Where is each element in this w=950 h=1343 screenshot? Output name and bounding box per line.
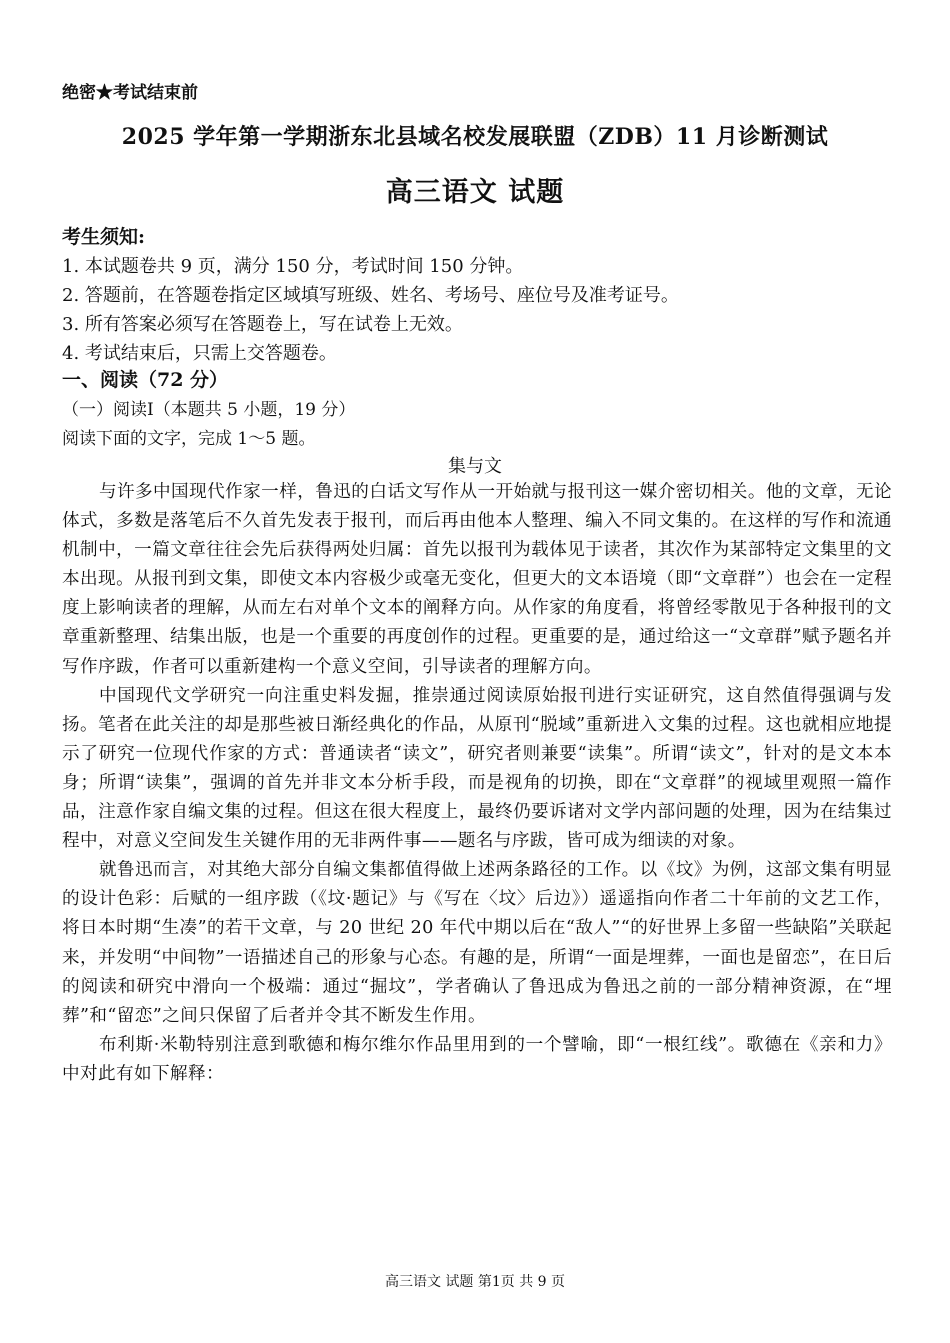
notice-heading: 考生须知:: [62, 226, 146, 248]
article-paragraph: 与许多中国现代作家一样，鲁迅的白话文写作从一开始就与报刊这一媒介密切相关。他的文章，无论体式，多数是落笔后不久首先发表于报刊，而后再由他本人整理、编入不同文集的。在这样的写作和流通机制中，一篇文章往往会先后获得两处归属：首先以报刊为载体见于读者，其次作为某部特定文集里的文本出现。从报刊到文集，即使文本内容极少或毫无变化，但更大的文本语境（即“文章群”）也会在一定程度上影响读者的理解，从而左右对单个文本的阐释方向。从作家的角度看，将曾经零散见于各种报刊的文章重新整理、结集出版，也是一个重要的再度创作的过程。更重要的是，通过给这一“文章群”赋予题名并写作序跋，作者可以重新建构一个意义空间，引导读者的理解方向。: [62, 482, 892, 677]
page-footer: 高三语文 试题 第1页 共 9 页: [384, 1274, 566, 1290]
article-paragraph: 中国现代文学研究一向注重史料发掘，推崇通过阅读原始报刊进行实证研究，这自然值得强调与发扬。笔者在此关注的却是那些被日渐经典化的作品，从原刊“脱域”重新进入文集的过程。这也就相应地提示了研究一位现代作家的方式：普通读者“读文”，研究者则兼要“读集”。所谓“读文”，针对的是文本本身；所谓“读集”，强调的首先并非文本分析手段，而是视角的切换，即在“文章群”的视域里观照一篇作品，注意作家自编文集的过程。但这在很大程度上，最终仍要诉诸对文学内部问题的处理，因为在结集过程中，对意义空间发生关键作用的无非两件事——题名与序跋，皆可成为细读的对象。: [62, 685, 892, 852]
notice-item: 1. 本试题卷共 9 页，满分 150 分，考试时间 150 分钟。: [62, 256, 524, 277]
exam-title: 2025 学年第一学期浙东北县域名校发展联盟（ZDB）11 月诊断测试: [121, 124, 829, 150]
article-title: 集与文: [448, 456, 502, 477]
notice-list: [62, 252, 892, 368]
subject-title: 高三语文 试题: [385, 177, 565, 208]
article-paragraph: 布利斯·米勒特别注意到歌德和梅尔维尔作品里用到的一个譬喻，即“一根红线”。歌德在《亲和力》中对此有如下解释：: [62, 1034, 892, 1084]
reading-instruction: 阅读下面的文字，完成 1～5 题。: [62, 429, 316, 449]
section-subheading: （一）阅读Ⅰ（本题共 5 小题，19 分）: [62, 400, 356, 420]
confidential-label: 绝密★考试结束前: [62, 83, 198, 103]
notice-item: 4. 考试结束后，只需上交答题卷。: [62, 343, 337, 364]
notice-item: 3. 所有答案必须写在答题卷上，写在试卷上无效。: [62, 314, 463, 335]
notice-item: 2. 答题前，在答题卷指定区域填写班级、姓名、考场号、座位号及准考证号。: [62, 285, 679, 306]
section-heading: 一、阅读（72 分）: [62, 369, 229, 391]
article-paragraph: 就鲁迅而言，对其绝大部分自编文集都值得做上述两条路径的工作。以《坟》为例，这部文集有明显的设计色彩：后赋的一组序跋（《坟·题记》与《写在〈坟〉后边》）遥遥指向作者二十年前的文艺工作，将日本时期“生凑”的若干文章，与 20 世纪 20 年代中期以后在“敌人”“的好世界上多留一些缺陷”关联起来，并发明“中间物”一语描述自己的形象与心态。有趣的是，所谓“一面是埋葬，一面也是留恋”，在日后的阅读和研究中滑向一个极端：通过“掘坟”，学者确认了鲁迅成为鲁迅之前的一部分精神资源，在“埋葬”和“留恋”之间只保留了后者并令其不断发生作用。: [62, 860, 892, 1026]
article-body: [62, 478, 892, 1089]
